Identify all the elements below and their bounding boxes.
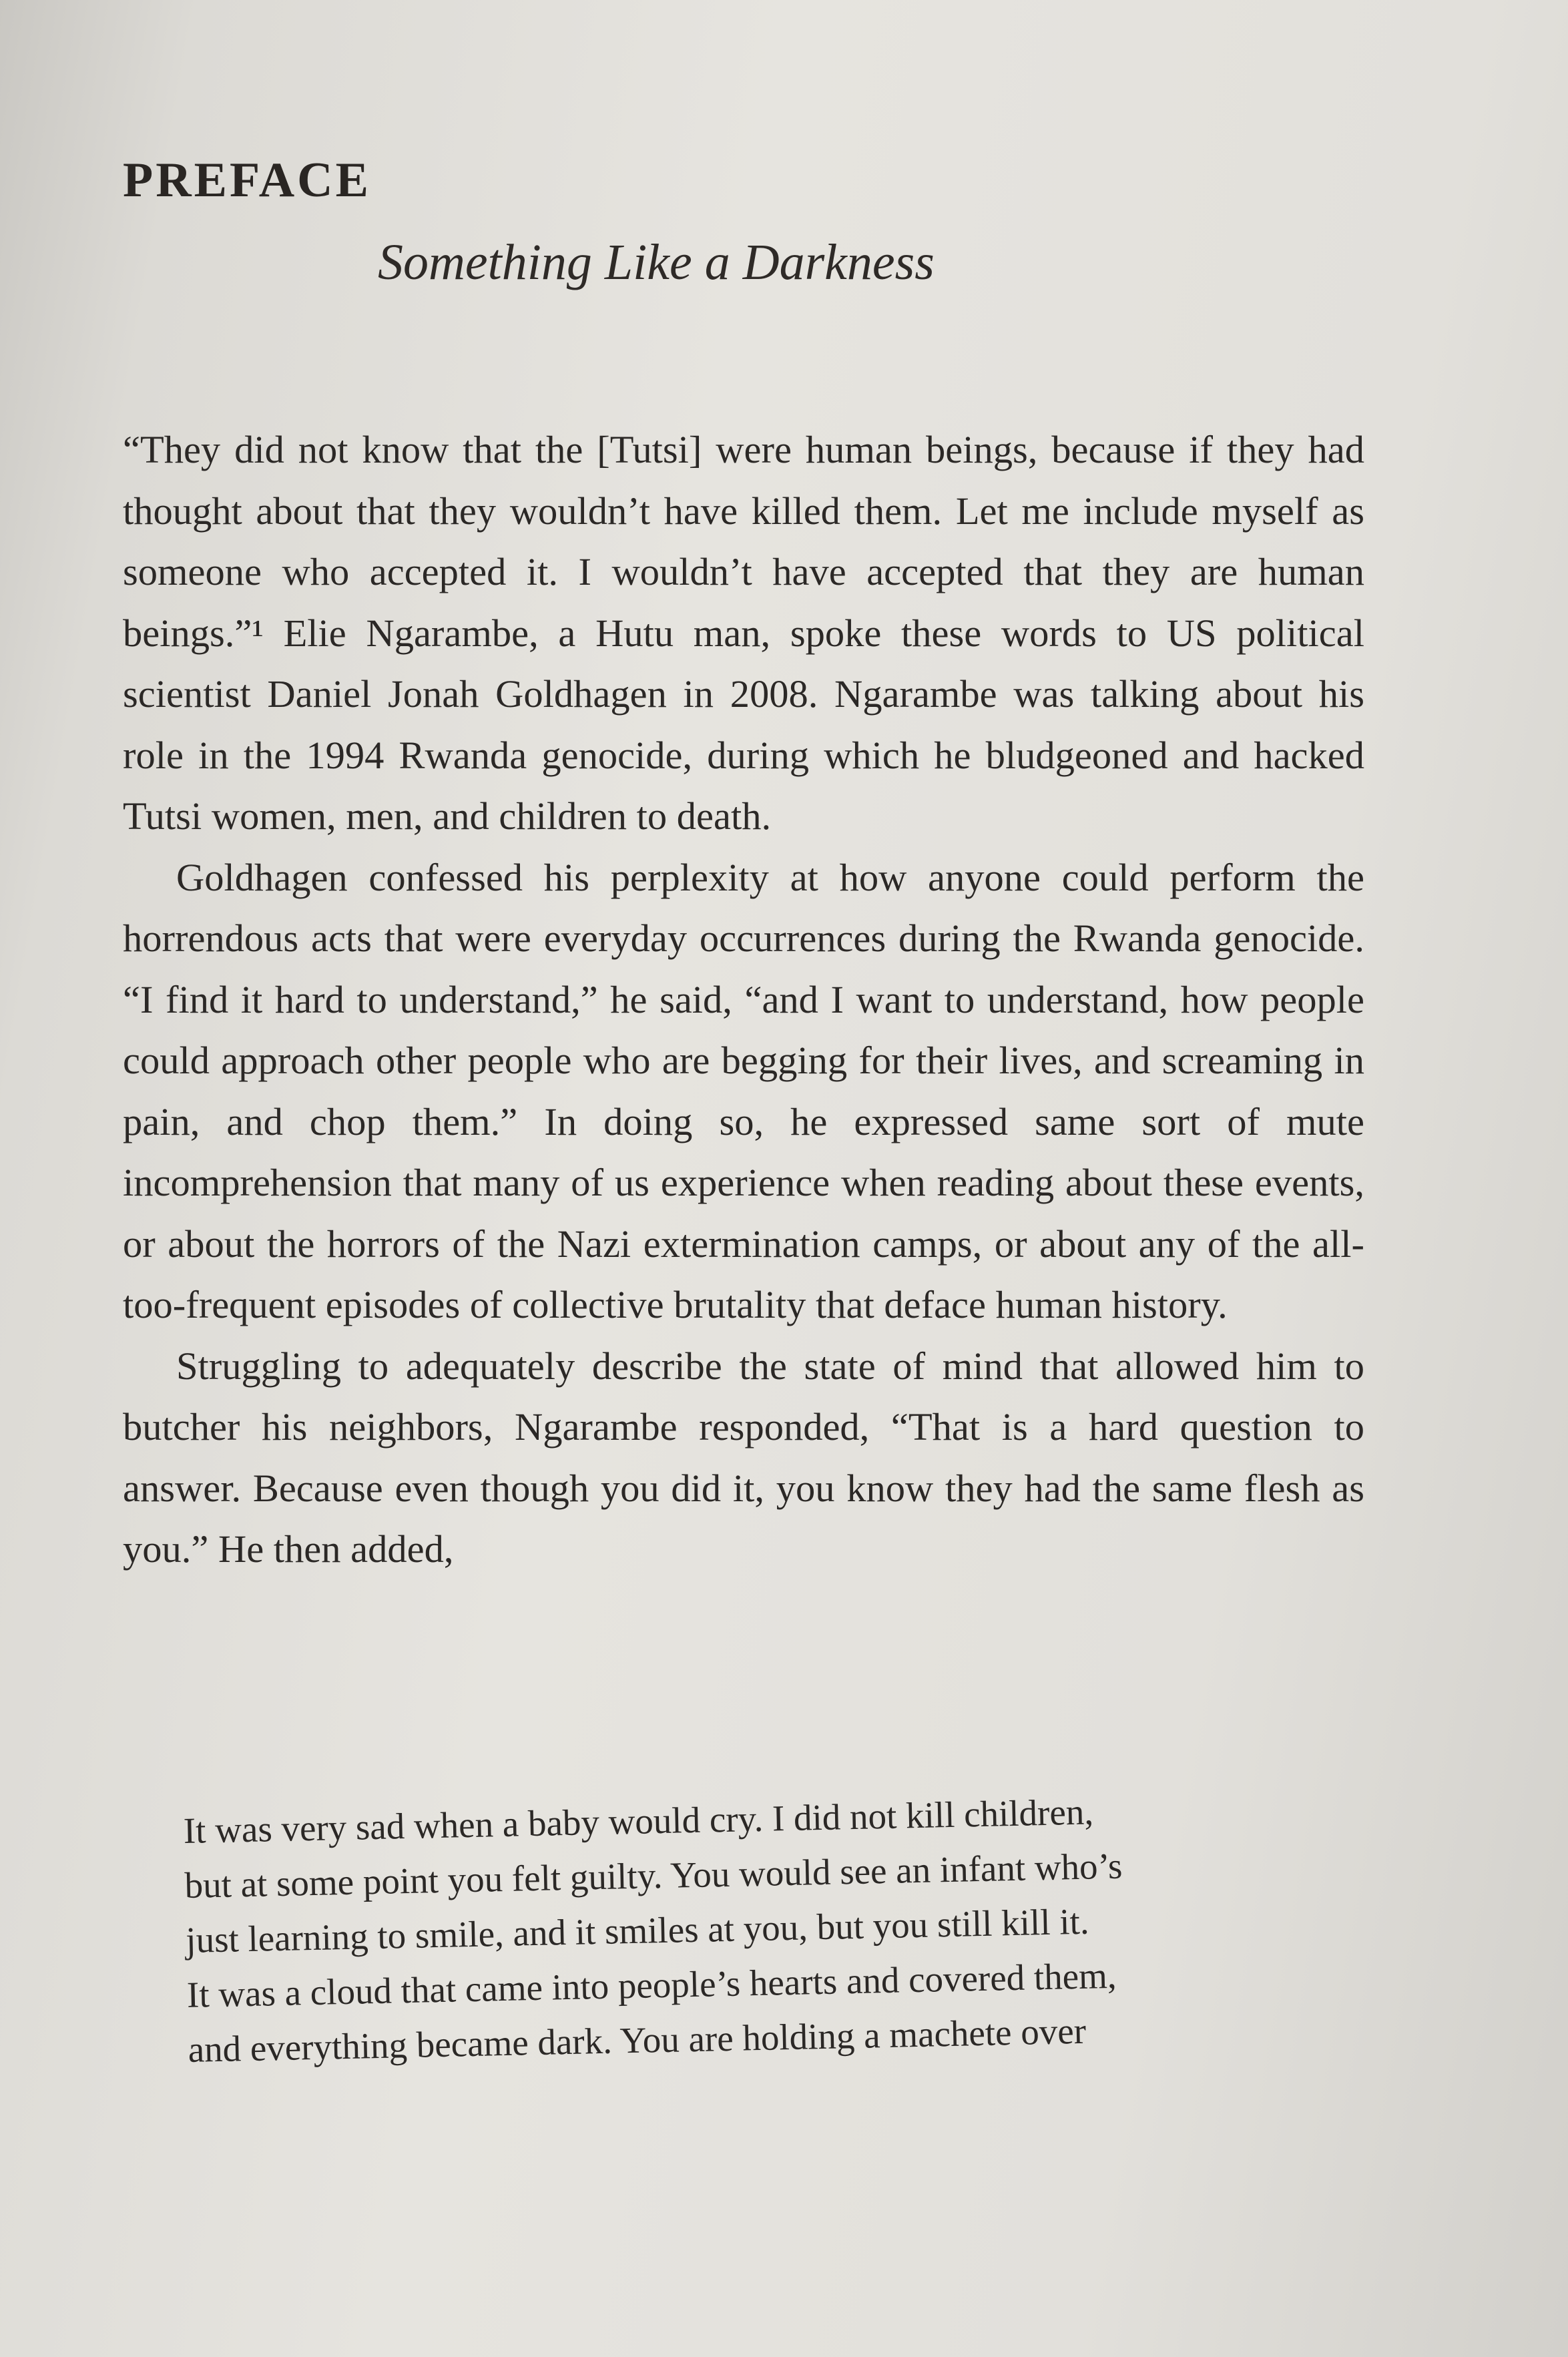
block-quote-line: It was very sad when a baby would cry. I did not kill children, (183, 1791, 1094, 1851)
block-quote-line: and everything became dark. You are holding a machete over (188, 2010, 1087, 2070)
paragraph-1: “They did not know that the [Tutsi] were human beings, because if they had thought about that they wouldn’t have killed them. Let me include myself as someone who accepted it. I wouldn’t have accepted that they are human beings.”¹ Elie Ngarambe, a Hutu man, spoke these words to US political scientist Daniel Jonah Goldhagen in 2008. Ngarambe was talking about his role in the 1994 Rwanda genocide, during which he bludgeoned and hacked Tutsi women, men, and children to death. (123, 428, 1364, 838)
block-quote-line: but at some point you felt guilty. You would see an infant who’s (184, 1845, 1123, 1906)
paragraph-2: Goldhagen confessed his perplexity at how anyone could perform the horrendous acts that were everyday occurrences during the Rwanda genocide. “I find it hard to understand,” he said, “and I want to understand, how people could approach other people who are begging for their lives, and screaming in pain, and chop them.” In doing so, he expressed same sort of mute incomprehension that many of us experience when reading about these events, or about the horrors of the Nazi extermination camps, or about any of the all-too-frequent episodes of collective brutality that deface human history. (123, 855, 1364, 1326)
paragraph-3: Struggling to adequately describe the state of mind that allowed him to butcher his neighbors, Ngarambe responded, “That is a hard question to answer. Because even though you did it, you know they had the same flesh as you.” He then added, (123, 1344, 1364, 1571)
body-text (123, 419, 1364, 1580)
chapter-subtitle: Something Like a Darkness (378, 234, 935, 290)
block-quote-line: It was a cloud that came into people’s hearts and covered them, (186, 1954, 1117, 2015)
chapter-heading: PREFACE (123, 153, 371, 208)
block-quote (183, 1780, 1323, 2077)
block-quote-line: just learning to smile, and it smiles at you, but you still kill it. (185, 1900, 1090, 1960)
